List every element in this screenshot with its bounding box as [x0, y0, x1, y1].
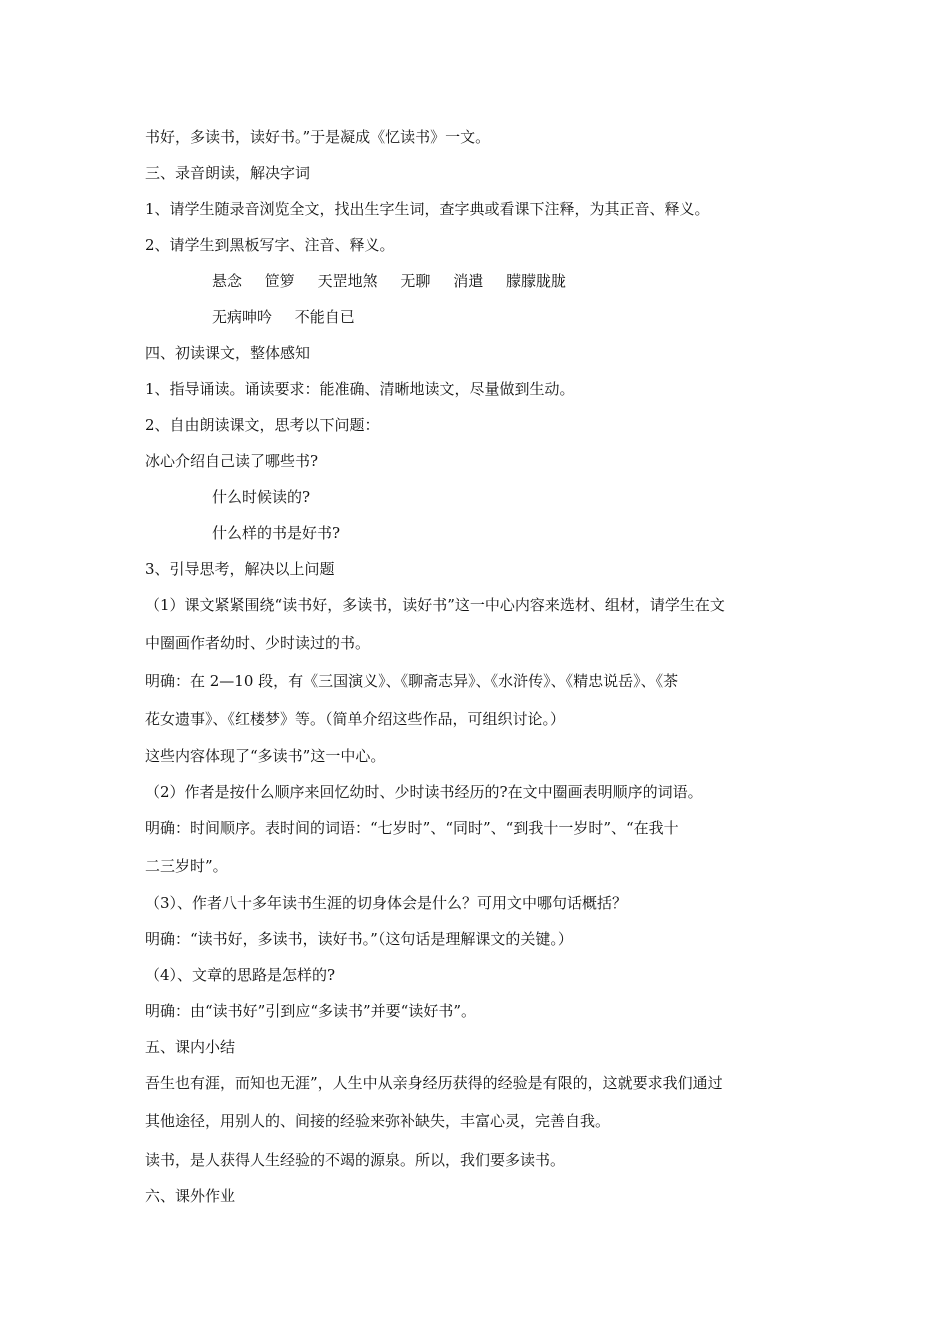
section-heading: 四、初读课文，整体感知	[145, 344, 311, 362]
vocab-word: 悬念	[212, 272, 243, 290]
question-line: 什么样的书是好书?	[212, 524, 341, 542]
paragraph-line: 3、引导思考，解决以上问题	[145, 560, 335, 578]
answer-line: 二三岁时”。	[145, 857, 228, 875]
vocab-word: 无病呻吟	[212, 308, 273, 326]
paragraph-line: （1）课文紧紧围绕“读书好，多读书，读好书”这一中心内容来选材、组材，请学生在文	[145, 596, 725, 614]
paragraph-line: 1、指导诵读。诵读要求：能准确、清晰地读文，尽量做到生动。	[145, 380, 575, 398]
vocab-word: 天罡地煞	[317, 272, 378, 290]
paragraph-line: 其他途径，用别人的、间接的经验来弥补缺失，丰富心灵，完善自我。	[145, 1112, 611, 1130]
question-line: （3）、作者八十多年读书生涯的切身体会是什么？可用文中哪句话概括？	[145, 894, 628, 912]
section-heading: 三、录音朗读，解决字词	[145, 164, 311, 182]
answer-line: 明确：由“读书好”引到应“多读书”并要“读好书”。	[145, 1002, 477, 1020]
answer-line: 明确：时间顺序。表时间的词语：“七岁时”、“同时”、“到我十一岁时”、“在我十	[145, 819, 679, 837]
vocab-word: 消遣	[453, 272, 484, 290]
question-line: 什么时候读的?	[212, 488, 311, 506]
section-heading: 六、课外作业	[145, 1187, 236, 1205]
answer-line: 明确：在 2—10 段，有《三国演义》、《聊斋志异》、《水浒传》、《精忠说岳》、《茶	[145, 672, 679, 690]
paragraph-line: 吾生也有涯，而知也无涯”，人生中从亲身经历获得的经验是有限的，这就要求我们通过	[145, 1074, 723, 1092]
vocab-word: 朦朦胧胧	[505, 272, 566, 290]
paragraph-line: 读书，是人获得人生经验的不竭的源泉。所以，我们要多读书。	[145, 1151, 566, 1169]
paragraph-line: 这些内容体现了“多读书”这一中心。	[145, 747, 386, 765]
question-line: （2）作者是按什么顺序来回忆幼时、少时读书经历的?在文中圈画表明顺序的词语。	[145, 783, 703, 801]
paragraph-line: 书好，多读书，读好书。”于是凝成《忆读书》一文。	[145, 128, 491, 146]
vocab-word: 无聊	[400, 272, 431, 290]
paragraph-line: 1、请学生随录音浏览全文，找出生字生词，查字典或看课下注释，为其正音、释义。	[145, 200, 710, 218]
paragraph-line: 2、自由朗读课文，思考以下问题：	[145, 416, 380, 434]
answer-line: 明确：“读书好，多读书，读好书。”（这句话是理解课文的关键。）	[145, 930, 573, 948]
section-heading: 五、课内小结	[145, 1038, 236, 1056]
vocabulary-row	[212, 272, 566, 290]
paragraph-line: 中圈画作者幼时、少时读过的书。	[145, 634, 371, 652]
paragraph-line: 2、请学生到黑板写字、注音、释义。	[145, 236, 395, 254]
question-line: 冰心介绍自己读了哪些书?	[145, 452, 319, 470]
vocab-word: 不能自已	[294, 308, 355, 326]
question-line: （4）、文章的思路是怎样的?	[145, 966, 336, 984]
answer-line: 花女遗事》、《红楼梦》等。（简单介绍这些作品，可组织讨论。）	[145, 710, 566, 728]
vocab-word: 笸箩	[264, 272, 295, 290]
vocabulary-row	[212, 308, 355, 326]
